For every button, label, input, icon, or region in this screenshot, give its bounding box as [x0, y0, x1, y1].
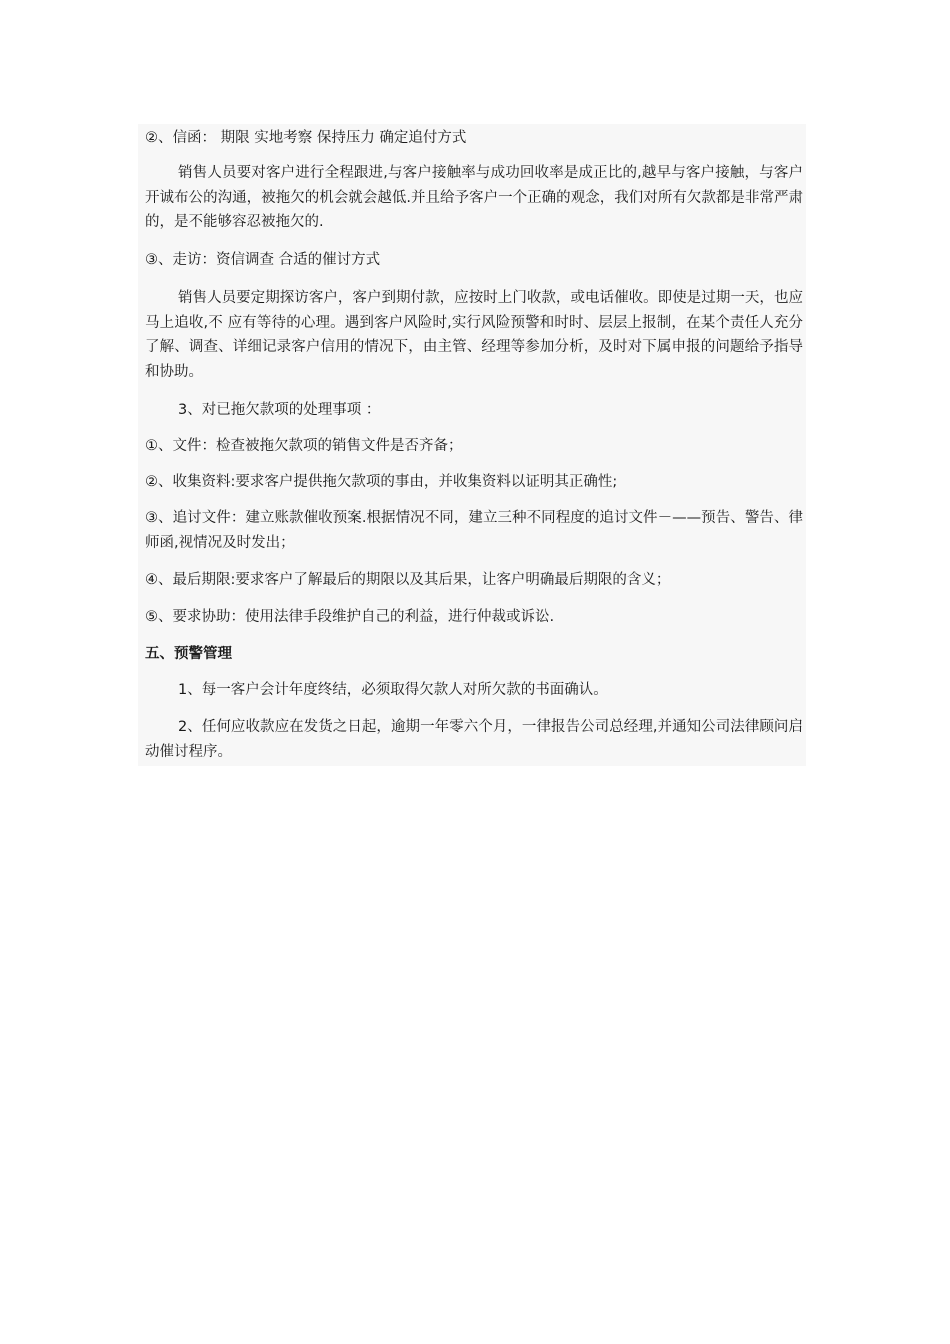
- item-visit-method: ③、走访：资信调查 合适的催讨方式: [145, 252, 381, 268]
- item-legal-assistance: ⑤、要求协助：使用法律手段维护自己的利益，进行仲裁或诉讼.: [145, 609, 555, 625]
- item-collect-info: ②、收集资料:要求客户提供拖欠款项的事由，并收集资料以证明其正确性;: [145, 474, 618, 490]
- section-heading-warning-management: 五、预警管理: [145, 646, 232, 662]
- item-letter-method: ②、信函： 期限 实地考察 保持压力 确定追付方式: [145, 130, 467, 146]
- item-documents: ①、文件：检查被拖欠款项的销售文件是否齐备；: [145, 438, 463, 454]
- item-collection-documents: ③、追讨文件：建立账款催收预案.根据情况不同，建立三种不同程度的追讨文件－——预告、警告、律师函,视情况及时发出；: [145, 510, 803, 551]
- item-final-deadline: ④、最后期限:要求客户了解最后的期限以及其后果，让客户明确最后期限的含义；: [145, 572, 671, 588]
- paragraph-follow-up: 销售人员要对客户进行全程跟进,与客户接触率与成功回收率是成正比的,越早与客户接触，与客户开诚布公的沟通，被拖欠的机会就会越低.并且给予客户一个正确的观念，我们对所有欠款都是非常严肃的，是不能够容忍被拖欠的.: [145, 165, 803, 230]
- document-body: [138, 124, 806, 766]
- paragraph-visit-details: 销售人员要定期探访客户，客户到期付款，应按时上门收款，或电话催收。即使是过期一天，也应马上追收,不 应有等待的心理。遇到客户风险时,实行风险预警和时时、层层上报制，在某个责任人充分了解、调查、详细记录客户信用的情况下，由主管、经理等参加分析，及时对下属申报的问题给予指导和协助。: [145, 290, 803, 380]
- subheading-overdue-handling: 3、对已拖欠款项的处理事项 ：: [178, 402, 381, 418]
- item-annual-confirmation: 1、每一客户会计年度终结，必须取得欠款人对所欠款的书面确认。: [178, 682, 608, 698]
- item-overdue-report: 2、任何应收款应在发货之日起，逾期一年零六个月，一律报告公司总经理,并通知公司法律顾问启动催讨程序。: [145, 719, 803, 760]
